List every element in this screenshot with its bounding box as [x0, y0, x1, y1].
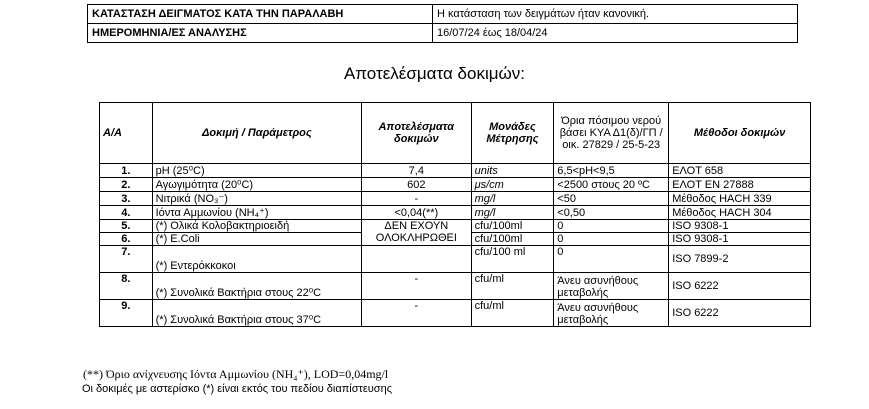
row-param: (*) Συνολικά Βακτήρια στους 22⁰C [152, 273, 361, 300]
row-limit: 0 [554, 233, 669, 246]
row-method: ISO 6222 [669, 273, 811, 300]
row-unit: cfu/100 ml [471, 246, 554, 273]
sample-condition-value: Η κατάσταση των δειγμάτων ήταν κανονική. [433, 5, 798, 24]
table-row [100, 220, 811, 233]
row-unit: μs/cm [471, 178, 554, 192]
row-unit: cfu/100ml [471, 233, 554, 246]
row-limit: <0,50 [554, 206, 669, 220]
table-row [100, 246, 811, 273]
row-param: pH (25⁰C) [152, 164, 361, 178]
row-unit: cfu/100ml [471, 220, 554, 233]
row-number: 1. [100, 164, 153, 178]
table-row [100, 192, 811, 206]
col-header-limit: Όρια πόσιμου νερού βάσει ΚΥΑ Δ1(δ)/ΓΠ / οικ. 27829 / 25-5-23 [554, 103, 669, 164]
row-result: <0,04(**) [362, 206, 472, 220]
row-method: ISO 7899-2 [669, 246, 811, 273]
row-param: Ιόντα Αμμωνίου (NH₄⁺) [152, 206, 361, 220]
col-header-aa: Α/Α [100, 103, 153, 164]
row-method: Μέθοδος HACH 339 [669, 192, 811, 206]
footnote-accreditation: Οι δοκιμές με αστερίσκο (*) είναι εκτός του πεδίου διαπίστευσης [82, 383, 393, 395]
row-number: 8. [100, 273, 153, 300]
row-limit: Άνευ ασυνήθους μεταβολής [554, 300, 669, 327]
col-header-method: Μέθοδοι δοκιμών [669, 103, 811, 164]
row-param: (*) Συνολικά Βακτήρια στους 37⁰C [152, 300, 361, 327]
row-param: (*) Εντερόκκοκοι [152, 246, 361, 273]
table-row [100, 178, 811, 192]
row-method: Μέθοδος HACH 304 [669, 206, 811, 220]
row-number: 5. [100, 220, 153, 233]
row-param: (*) E.Coli [152, 233, 361, 246]
footnote-detection-limit: (**) Όριο ανίχνευσης Ιόντα Αμμωνίου (NH₄⁺), LOD=0,04mg/l [83, 367, 389, 381]
row-result: 7,4 [362, 164, 472, 178]
row-limit: 0 [554, 220, 669, 233]
row-method: ΕΛΟΤ ΕΝ 27888 [669, 178, 811, 192]
row-limit: Άνευ ασυνήθους μεταβολής [554, 273, 669, 300]
results-table [99, 102, 811, 327]
row-method: ISO 6222 [669, 300, 811, 327]
row-number: 2. [100, 178, 153, 192]
table-row [100, 164, 811, 178]
row-number: 9. [100, 300, 153, 327]
row-param: (*) Ολικά Κολοβακτηριοειδή [152, 220, 361, 233]
sample-info-table [87, 4, 798, 43]
row-result: 602 [362, 178, 472, 192]
table-row [100, 273, 811, 300]
row-result: - [362, 300, 472, 327]
row-unit: cfu/ml [471, 300, 554, 327]
analysis-dates-label: ΗΜΕΡΟΜΗΝΙΑ/ΕΣ ΑΝΑΛΥΣΗΣ [88, 24, 433, 43]
analysis-dates-row [88, 24, 798, 43]
row-method: ΕΛΟΤ 658 [669, 164, 811, 178]
row-method: ISO 9308-1 [669, 233, 811, 246]
row-number: 6. [100, 233, 153, 246]
row-unit: units [471, 164, 554, 178]
row-result: - [362, 273, 472, 300]
row-number: 4. [100, 206, 153, 220]
row-result [362, 246, 472, 273]
row-limit: <50 [554, 192, 669, 206]
row-number: 7. [100, 246, 153, 273]
table-row [100, 300, 811, 327]
table-row [100, 206, 811, 220]
row-unit: mg/l [471, 192, 554, 206]
row-number: 3. [100, 192, 153, 206]
row-param: Αγωγιμότητα (20⁰C) [152, 178, 361, 192]
row-param: Νιτρικά (NO₃⁻) [152, 192, 361, 206]
col-header-result: Αποτελέσματα δοκιμών [362, 103, 472, 164]
sample-condition-label: ΚΑΤΑΣΤΑΣΗ ΔΕΙΓΜΑΤΟΣ ΚΑΤΑ ΤΗΝ ΠΑΡΑΛΑΒΗ [88, 5, 433, 24]
sample-condition-row [88, 5, 798, 24]
analysis-dates-value: 16/07/24 έως 18/04/24 [433, 24, 798, 43]
results-header-row [100, 103, 811, 164]
row-result-merged: ΔΕΝ ΕΧΟΥΝ ΟΛΟΚΛΗΡΩΘΕΙ [362, 220, 472, 246]
results-title: Αποτελέσματα δοκιμών: [343, 64, 526, 83]
col-header-param: Δοκιμή / Παράμετρος [152, 103, 361, 164]
row-limit: 0 [554, 246, 669, 273]
col-header-unit: Μονάδες Μέτρησης [471, 103, 554, 164]
row-limit: <2500 στους 20 ºC [554, 178, 669, 192]
row-limit: 6,5<pH<9,5 [554, 164, 669, 178]
row-method: ISO 9308-1 [669, 220, 811, 233]
row-unit: mg/l [471, 206, 554, 220]
row-result: - [362, 192, 472, 206]
row-unit: cfu/ml [471, 273, 554, 300]
